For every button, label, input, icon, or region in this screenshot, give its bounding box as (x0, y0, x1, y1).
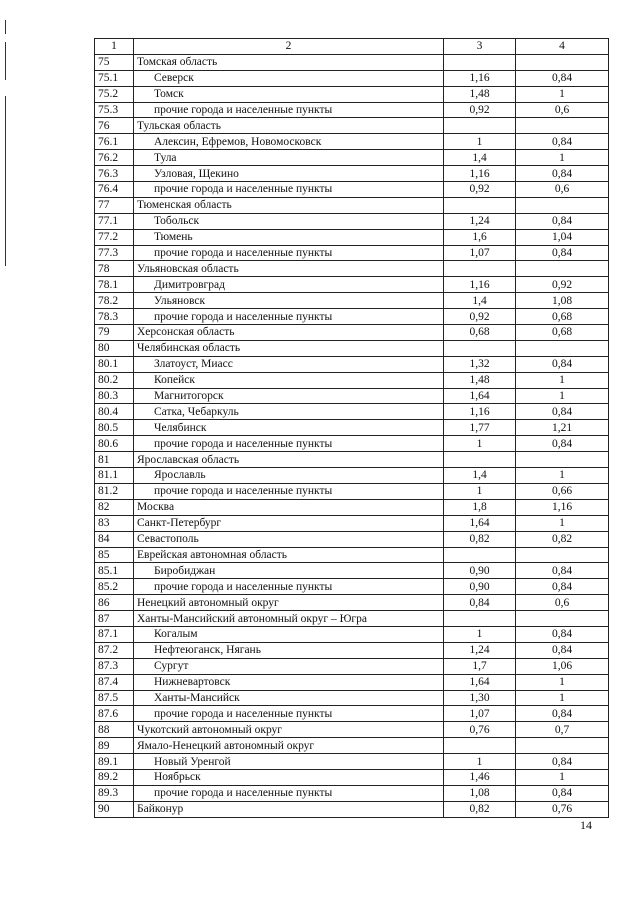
row-value-4: 1,06 (516, 658, 609, 674)
table-row (95, 325, 609, 341)
row-value-3: 1,64 (444, 515, 516, 531)
row-value-3: 0,84 (444, 595, 516, 611)
row-number: 80.4 (95, 404, 134, 420)
row-name: прочие города и населенные пункты (134, 245, 444, 261)
row-number: 77.2 (95, 229, 134, 245)
row-name: прочие города и населенные пункты (134, 579, 444, 595)
table-row (95, 452, 609, 468)
row-name: Тула (134, 150, 444, 166)
row-value-4: 0,84 (516, 579, 609, 595)
row-value-4: 1 (516, 150, 609, 166)
row-number: 76.1 (95, 134, 134, 150)
row-name: Когалым (134, 626, 444, 642)
row-value-4: 0,84 (516, 785, 609, 801)
row-value-3: 1,16 (444, 166, 516, 182)
row-value-3: 0,82 (444, 801, 516, 817)
row-value-4 (516, 261, 609, 277)
row-value-3 (444, 547, 516, 563)
table-row (95, 722, 609, 738)
row-number: 83 (95, 515, 134, 531)
row-value-3: 1,4 (444, 468, 516, 484)
row-name: прочие города и населенные пункты (134, 182, 444, 198)
row-name: Байконур (134, 801, 444, 817)
row-value-3: 1,6 (444, 229, 516, 245)
row-value-4: 0,82 (516, 531, 609, 547)
row-number: 81.1 (95, 468, 134, 484)
row-number: 78.1 (95, 277, 134, 293)
row-value-3: 0,92 (444, 309, 516, 325)
row-value-3: 1,48 (444, 86, 516, 102)
row-number: 87.2 (95, 642, 134, 658)
table-row (95, 309, 609, 325)
row-number: 76.4 (95, 182, 134, 198)
row-number: 76.2 (95, 150, 134, 166)
row-value-3: 1,64 (444, 388, 516, 404)
table-row (95, 245, 609, 261)
table-row (95, 531, 609, 547)
row-name: Москва (134, 499, 444, 515)
row-number: 80.1 (95, 356, 134, 372)
table-row (95, 54, 609, 70)
row-value-3 (444, 54, 516, 70)
row-value-4: 0,68 (516, 309, 609, 325)
row-value-3 (444, 738, 516, 754)
row-value-4 (516, 118, 609, 134)
row-number: 85.1 (95, 563, 134, 579)
row-number: 85 (95, 547, 134, 563)
row-value-4: 1 (516, 674, 609, 690)
table-row (95, 118, 609, 134)
row-value-3 (444, 611, 516, 627)
row-value-3: 1,08 (444, 785, 516, 801)
row-name: Еврейская автономная область (134, 547, 444, 563)
row-number: 81 (95, 452, 134, 468)
row-value-3: 1,77 (444, 420, 516, 436)
row-name: прочие города и населенные пункты (134, 706, 444, 722)
row-number: 87.6 (95, 706, 134, 722)
table-row (95, 134, 609, 150)
table-row (95, 150, 609, 166)
row-value-4: 0,84 (516, 134, 609, 150)
row-name: Тюмень (134, 229, 444, 245)
row-number: 77.1 (95, 213, 134, 229)
row-number: 81.2 (95, 483, 134, 499)
row-value-3: 1,4 (444, 293, 516, 309)
row-value-4 (516, 340, 609, 356)
table-row (95, 102, 609, 118)
table-row (95, 754, 609, 770)
row-value-4: 0,76 (516, 801, 609, 817)
row-name: Магнитогорск (134, 388, 444, 404)
row-value-4 (516, 197, 609, 213)
row-value-4: 0,66 (516, 483, 609, 499)
table-row (95, 182, 609, 198)
row-name: Томская область (134, 54, 444, 70)
row-value-3: 0,82 (444, 531, 516, 547)
row-value-3: 1 (444, 436, 516, 452)
row-name: Златоуст, Миасс (134, 356, 444, 372)
row-value-4: 0,84 (516, 563, 609, 579)
row-name: Алексин, Ефремов, Новомосковск (134, 134, 444, 150)
row-name: Ярославль (134, 468, 444, 484)
table-row (95, 340, 609, 356)
table-row (95, 468, 609, 484)
row-name: Санкт-Петербург (134, 515, 444, 531)
row-value-3: 0,92 (444, 102, 516, 118)
row-name: Ульяновск (134, 293, 444, 309)
table-body (95, 54, 609, 817)
row-name: прочие города и населенные пункты (134, 309, 444, 325)
row-value-4: 1 (516, 515, 609, 531)
row-value-3: 0,90 (444, 579, 516, 595)
table-row (95, 70, 609, 86)
row-value-4: 1 (516, 769, 609, 785)
table-row (95, 229, 609, 245)
row-name: Димитровград (134, 277, 444, 293)
row-name: Тюменская область (134, 197, 444, 213)
row-number: 78.2 (95, 293, 134, 309)
row-value-4: 1 (516, 86, 609, 102)
table-row (95, 769, 609, 785)
row-value-4: 0,84 (516, 754, 609, 770)
row-number: 80.3 (95, 388, 134, 404)
row-name: Узловая, Щекино (134, 166, 444, 182)
row-name: Тобольск (134, 213, 444, 229)
row-value-3: 1,16 (444, 277, 516, 293)
row-value-3: 1,48 (444, 372, 516, 388)
table-row (95, 197, 609, 213)
row-name: Ханты-Мансийский автономный округ – Югра (134, 611, 444, 627)
row-value-3: 1,07 (444, 245, 516, 261)
row-value-4: 0,6 (516, 595, 609, 611)
row-value-4 (516, 738, 609, 754)
row-name: прочие города и населенные пункты (134, 102, 444, 118)
table-row (95, 547, 609, 563)
table-row (95, 515, 609, 531)
table-row (95, 404, 609, 420)
table-row (95, 166, 609, 182)
header-col-3: 3 (444, 39, 516, 55)
row-value-4: 0,7 (516, 722, 609, 738)
row-number: 80.2 (95, 372, 134, 388)
row-value-3: 0,76 (444, 722, 516, 738)
row-value-4: 0,84 (516, 70, 609, 86)
row-number: 87 (95, 611, 134, 627)
row-value-4: 1,04 (516, 229, 609, 245)
row-name: Новый Уренгой (134, 754, 444, 770)
row-value-4 (516, 54, 609, 70)
row-name: Херсонская область (134, 325, 444, 341)
row-value-4: 1,21 (516, 420, 609, 436)
row-value-3: 1,16 (444, 70, 516, 86)
row-value-3: 1,46 (444, 769, 516, 785)
row-value-3 (444, 197, 516, 213)
page-number: 14 (580, 818, 592, 832)
row-number: 80.6 (95, 436, 134, 452)
row-name: Нижневартовск (134, 674, 444, 690)
row-value-4: 0,84 (516, 706, 609, 722)
row-number: 80.5 (95, 420, 134, 436)
row-value-3: 1,24 (444, 642, 516, 658)
row-value-3 (444, 340, 516, 356)
row-name: Северск (134, 70, 444, 86)
row-value-4: 0,84 (516, 642, 609, 658)
row-number: 78.3 (95, 309, 134, 325)
row-value-3: 1,32 (444, 356, 516, 372)
row-value-4: 0,84 (516, 166, 609, 182)
row-value-3: 1,64 (444, 674, 516, 690)
row-value-4: 0,84 (516, 213, 609, 229)
row-value-4: 1,08 (516, 293, 609, 309)
table-row (95, 595, 609, 611)
row-value-4 (516, 547, 609, 563)
row-name: Ямало-Ненецкий автономный округ (134, 738, 444, 754)
row-value-3: 1,8 (444, 499, 516, 515)
row-value-3: 1 (444, 483, 516, 499)
row-value-4: 0,84 (516, 626, 609, 642)
row-number: 89.1 (95, 754, 134, 770)
row-number: 90 (95, 801, 134, 817)
table-row (95, 738, 609, 754)
row-name: Копейск (134, 372, 444, 388)
header-col-4: 4 (516, 39, 609, 55)
table-row (95, 499, 609, 515)
row-name: Ненецкий автономный округ (134, 595, 444, 611)
row-number: 77 (95, 197, 134, 213)
margin-mark (5, 42, 6, 80)
row-value-4: 0,92 (516, 277, 609, 293)
row-number: 86 (95, 595, 134, 611)
margin-mark (5, 96, 6, 266)
row-value-3: 1,07 (444, 706, 516, 722)
row-value-4: 1 (516, 372, 609, 388)
row-value-3: 0,92 (444, 182, 516, 198)
table-row (95, 690, 609, 706)
row-number: 75 (95, 54, 134, 70)
table-row (95, 356, 609, 372)
row-number: 84 (95, 531, 134, 547)
row-value-3: 1,7 (444, 658, 516, 674)
row-number: 87.5 (95, 690, 134, 706)
table-row (95, 611, 609, 627)
row-number: 87.4 (95, 674, 134, 690)
row-name: Ноябрьск (134, 769, 444, 785)
table-row (95, 261, 609, 277)
row-value-4: 1 (516, 468, 609, 484)
row-value-3: 1 (444, 134, 516, 150)
row-value-4 (516, 611, 609, 627)
table-row (95, 801, 609, 817)
row-number: 85.2 (95, 579, 134, 595)
row-number: 82 (95, 499, 134, 515)
table-row (95, 420, 609, 436)
table-row (95, 674, 609, 690)
row-number: 76.3 (95, 166, 134, 182)
row-value-4: 0,6 (516, 182, 609, 198)
row-value-4 (516, 452, 609, 468)
row-name: прочие города и населенные пункты (134, 483, 444, 499)
row-number: 75.2 (95, 86, 134, 102)
row-number: 76 (95, 118, 134, 134)
row-number: 80 (95, 340, 134, 356)
row-number: 88 (95, 722, 134, 738)
row-name: Ханты-Мансийск (134, 690, 444, 706)
row-number: 87.3 (95, 658, 134, 674)
row-name: Севастополь (134, 531, 444, 547)
table-row (95, 293, 609, 309)
row-value-3: 1,16 (444, 404, 516, 420)
row-value-4: 0,84 (516, 404, 609, 420)
row-value-4: 1 (516, 690, 609, 706)
row-value-3: 1 (444, 754, 516, 770)
table-row (95, 372, 609, 388)
row-number: 77.3 (95, 245, 134, 261)
table-header-row (95, 39, 609, 55)
row-name: Сатка, Чебаркуль (134, 404, 444, 420)
row-number: 75.3 (95, 102, 134, 118)
row-value-4: 0,6 (516, 102, 609, 118)
row-number: 75.1 (95, 70, 134, 86)
table-row (95, 563, 609, 579)
table-row (95, 483, 609, 499)
row-name: Челябинск (134, 420, 444, 436)
row-number: 89.2 (95, 769, 134, 785)
row-value-4: 0,68 (516, 325, 609, 341)
row-name: Ярославская область (134, 452, 444, 468)
row-value-3 (444, 118, 516, 134)
row-value-3: 1,30 (444, 690, 516, 706)
table-row (95, 642, 609, 658)
row-value-3: 1,24 (444, 213, 516, 229)
row-value-4: 0,84 (516, 356, 609, 372)
row-value-3: 1,4 (444, 150, 516, 166)
table-row (95, 658, 609, 674)
row-value-3: 0,68 (444, 325, 516, 341)
row-name: Чукотский автономный округ (134, 722, 444, 738)
row-name: Томск (134, 86, 444, 102)
row-name: Биробиджан (134, 563, 444, 579)
row-number: 79 (95, 325, 134, 341)
row-value-4: 0,84 (516, 245, 609, 261)
row-value-4: 1,16 (516, 499, 609, 515)
margin-mark (5, 20, 6, 34)
table-row (95, 86, 609, 102)
table-row (95, 785, 609, 801)
row-value-3 (444, 261, 516, 277)
row-value-3: 0,90 (444, 563, 516, 579)
row-name: прочие города и населенные пункты (134, 436, 444, 452)
row-value-4: 0,84 (516, 436, 609, 452)
row-name: прочие города и населенные пункты (134, 785, 444, 801)
header-col-2: 2 (134, 39, 444, 55)
coefficients-table (94, 38, 609, 818)
table-row (95, 706, 609, 722)
row-number: 89 (95, 738, 134, 754)
row-value-3: 1 (444, 626, 516, 642)
row-name: Ульяновская область (134, 261, 444, 277)
row-name: Тульская область (134, 118, 444, 134)
table-row (95, 579, 609, 595)
row-number: 87.1 (95, 626, 134, 642)
table-row (95, 213, 609, 229)
row-value-3 (444, 452, 516, 468)
table-row (95, 277, 609, 293)
header-col-1: 1 (95, 39, 134, 55)
row-number: 78 (95, 261, 134, 277)
table-row (95, 626, 609, 642)
row-name: Нефтеюганск, Нягань (134, 642, 444, 658)
row-number: 89.3 (95, 785, 134, 801)
table-row (95, 388, 609, 404)
table-row (95, 436, 609, 452)
row-value-4: 1 (516, 388, 609, 404)
row-name: Сургут (134, 658, 444, 674)
row-name: Челябинская область (134, 340, 444, 356)
